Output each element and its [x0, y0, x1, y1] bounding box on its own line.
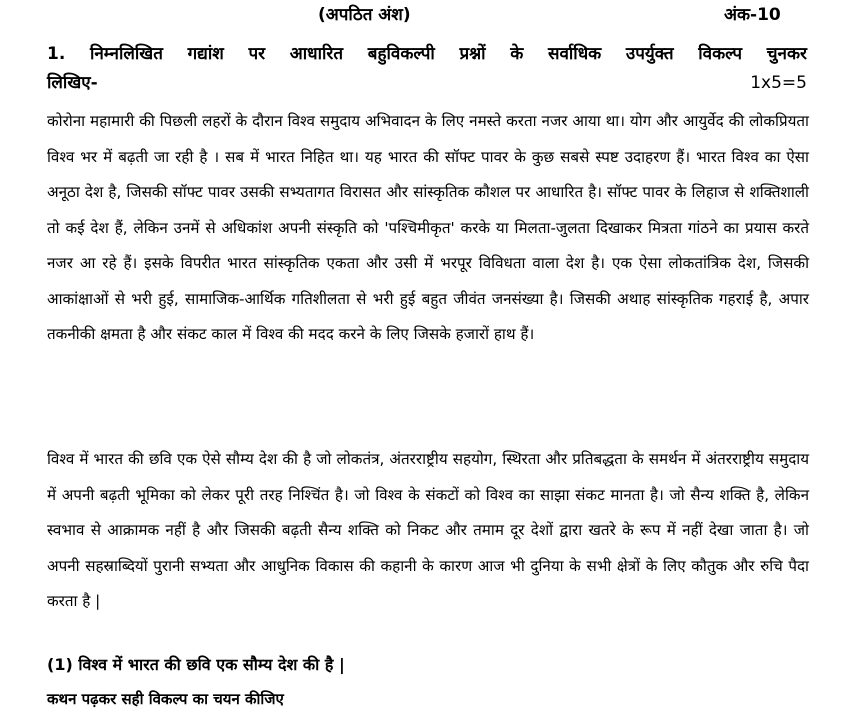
question-instruction: कथन पढ़कर सही विकल्प का चयन कीजिए — [47, 690, 284, 708]
total-marks: अंक-10 — [724, 5, 781, 25]
question-heading-line2: लिखिए- — [47, 73, 98, 93]
question-heading-line1: 1. निम्नलिखित गद्यांश पर आधारित बहुविकल्पी प्रश्नों के सर्वाधिक उपर्युक्त विकल्प चुनकर — [47, 44, 807, 64]
question-1: (1) विश्व में भारत की छवि एक सौम्य देश की है | — [47, 655, 345, 674]
passage-paragraph-1: कोरोना महामारी की पिछली लहरों के दौरान विश्व समुदाय अभिवादन के लिए नमस्ते करता नजर आया था। योग और आयुर्वेद की लोकप्रियता विश्व भर में बढ़ती जा रही है । सब में भारत निहित था। यह भारत की सॉफ्ट पावर के कुछ सबसे स्पष्ट उदाहरण हैं। भारत विश्व का ऐसा अनूठा देश है, जिसकी सॉफ्ट पावर उसकी सभ्यतागत विरासत और सांस्कृतिक कौशल पर आधारित है। सॉफ्ट पावर के लिहाज से शक्तिशाली तो कई देश हैं, लेकिन उनमें से अधिकांश अपनी संस्कृति को 'पश्चिमीकृत' करके या मिलता-जुलता दिखाकर मित्रता गांठने का प्रयास करते नजर आ रहे हैं। इसके विपरीत भारत सांस्कृतिक एकता और उसी में भरपूर विविधता वाला देश है। एक ऐसा लोकतांत्रिक देश, जिसकी आकांक्षाओं से भरी हुई, सामाजिक-आर्थिक गतिशीलता से भरी हुई बहुत जीवंत जनसंख्या है। जिसकी अथाह सांस्कृतिक गहराई है, अपार तकनीकी क्षमता है और संकट काल में विश्व की मदद करने के लिए जिसके हजारों हाथ हैं। — [47, 112, 809, 343]
page-header — [0, 2, 865, 30]
section-title: (अपठित अंश) — [318, 5, 411, 25]
passage-paragraph-2: विश्व में भारत की छवि एक ऐसे सौम्य देश की है जो लोकतंत्र, अंतरराष्ट्रीय सहयोग, स्थिरता और प्रतिबद्धता के समर्थन में अंतरराष्ट्रीय समुदाय में अपनी बढ़ती भूमिका को लेकर पूरी तरह निश्चिंत है। जो विश्व के संकटों को विश्व का साझा संकट मानता है। जो सैन्य शक्ति है, लेकिन स्वभाव से आक्रामक नहीं है और जिसकी बढ़ती सैन्य शक्ति को निकट और तमाम दूर देशों द्वारा खतरे के रूप में नहीं देखा जाता है। जो अपनी सहस्राब्दियों पुरानी सभ्यता और आधुनिक विकास की कहानी के कारण आज भी दुनिया के सभी क्षेत्रों के लिए कौतुक और रुचि पैदा करता है | — [47, 450, 809, 610]
marks-breakdown: 1x5=5 — [750, 73, 807, 93]
